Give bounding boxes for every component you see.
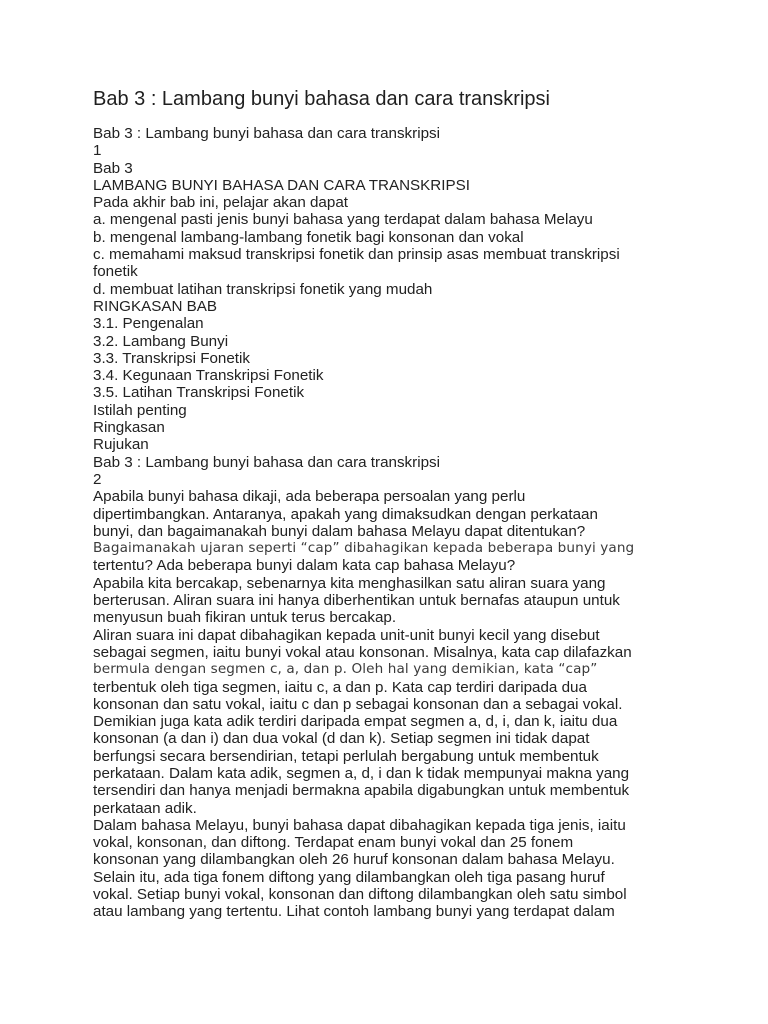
text-line: dipertimbangkan. Antaranya, apakah yang dimaksudkan dengan perkataan (93, 505, 598, 523)
text-line: Bab 3 : Lambang bunyi bahasa dan cara transkripsi (93, 125, 440, 142)
text-line: 3.5. Latihan Transkripsi Fonetik (93, 384, 305, 402)
text-line: menyusun buah fikiran untuk terus bercakap. (93, 609, 397, 627)
text-line: perkataan. Dalam kata adik, segmen a, d, i dan k tidak mempunyai makna yang (93, 764, 630, 782)
text-line: bunyi, dan bagaimanakah bunyi dalam bahasa Melayu dapat ditentukan? (93, 522, 586, 540)
text-line: vokal, konsonan, dan diftong. Terdapat enam bunyi vokal dan 25 fonem (93, 834, 574, 852)
text-line: Aliran suara ini dapat dibahagikan kepada unit-unit bunyi kecil yang disebut (93, 626, 600, 644)
text-line: Apabila bunyi bahasa dikaji, ada beberapa persoalan yang perlu (93, 488, 526, 506)
text-line: 3.4. Kegunaan Transkripsi Fonetik (93, 367, 324, 385)
text-line: 3.3. Transkripsi Fonetik (93, 349, 250, 367)
text-line: 3.1. Pengenalan (93, 315, 204, 333)
text-line: berfungsi secara bersendirian, tetapi perlulah bergabung untuk membentuk (93, 747, 599, 765)
text-line: tersendiri dan hanya menjadi bermakna apabila digabungkan untuk membentuk (93, 782, 630, 800)
text-line: Apabila kita bercakap, sebenarnya kita menghasilkan satu aliran suara yang (93, 574, 606, 592)
text-line: terbentuk oleh tiga segmen, iaitu c, a dan p. Kata cap terdiri daripada dua (93, 678, 587, 696)
document-title: Bab 3 : Lambang bunyi bahasa dan cara transkripsi (93, 88, 550, 110)
text-line: tertentu? Ada beberapa bunyi dalam kata cap bahasa Melayu? (93, 557, 516, 575)
text-line: konsonan dan satu vokal, iaitu c dan p sebagai konsonan dan a sebagai vokal. (93, 695, 623, 713)
text-line: 3.2. Lambang Bunyi (93, 332, 229, 350)
text-line: atau lambang yang tertentu. Lihat contoh lambang bunyi yang terdapat dalam (93, 903, 615, 921)
text-line: b. mengenal lambang-lambang fonetik bagi konsonan dan vokal (93, 228, 524, 246)
text-line: Bab 3 : Lambang bunyi bahasa dan cara transkripsi (93, 453, 440, 471)
text-line: Bagaimanakah ujaran seperti “cap” dibahagikan kepada beberapa bunyi yang (93, 540, 635, 557)
text-line: perkataan adik. (93, 799, 197, 817)
text-line: berterusan. Aliran suara ini hanya diberhentikan untuk bernafas ataupun untuk (93, 592, 620, 610)
text-line: 1 (93, 142, 102, 160)
text-line: sebagai segmen, iaitu bunyi vokal atau konsonan. Misalnya, kata cap dilafazkan (93, 643, 632, 661)
text-line: konsonan (a dan i) dan dua vokal (d dan k). Setiap segmen ini tidak dapat (93, 730, 590, 748)
text-line: 2 (93, 470, 102, 488)
document-body (93, 125, 673, 921)
text-line: Demikian juga kata adik terdiri daripada empat segmen a, d, i, dan k, iaitu dua (93, 713, 618, 731)
text-line: fonetik (93, 263, 138, 281)
text-line: bermula dengan segmen c, a, dan p. Oleh hal yang demikian, kata “cap” (93, 661, 598, 678)
text-line: Bab 3 (93, 159, 133, 177)
text-line: d. membuat latihan transkripsi fonetik yang mudah (93, 280, 433, 298)
text-line: Ringkasan (93, 419, 165, 437)
text-line: Pada akhir bab ini, pelajar akan dapat (93, 194, 348, 212)
text-line: Rujukan (93, 436, 149, 454)
text-line: Selain itu, ada tiga fonem diftong yang dilambangkan oleh tiga pasang huruf (93, 868, 605, 886)
text-line: RINGKASAN BAB (93, 297, 218, 315)
text-line: Dalam bahasa Melayu, bunyi bahasa dapat dibahagikan kepada tiga jenis, iaitu (93, 816, 626, 834)
text-line: konsonan yang dilambangkan oleh 26 huruf konsonan dalam bahasa Melayu. (93, 851, 615, 869)
text-line: LAMBANG BUNYI BAHASA DAN CARA TRANSKRIPSI (93, 176, 470, 194)
text-line: a. mengenal pasti jenis bunyi bahasa yang terdapat dalam bahasa Melayu (93, 211, 593, 229)
text-line: vokal. Setiap bunyi vokal, konsonan dan diftong dilambangkan oleh satu simbol (93, 886, 627, 904)
text-line: Istilah penting (93, 401, 187, 419)
text-line: c. memahami maksud transkripsi fonetik dan prinsip asas membuat transkripsi (93, 246, 620, 264)
